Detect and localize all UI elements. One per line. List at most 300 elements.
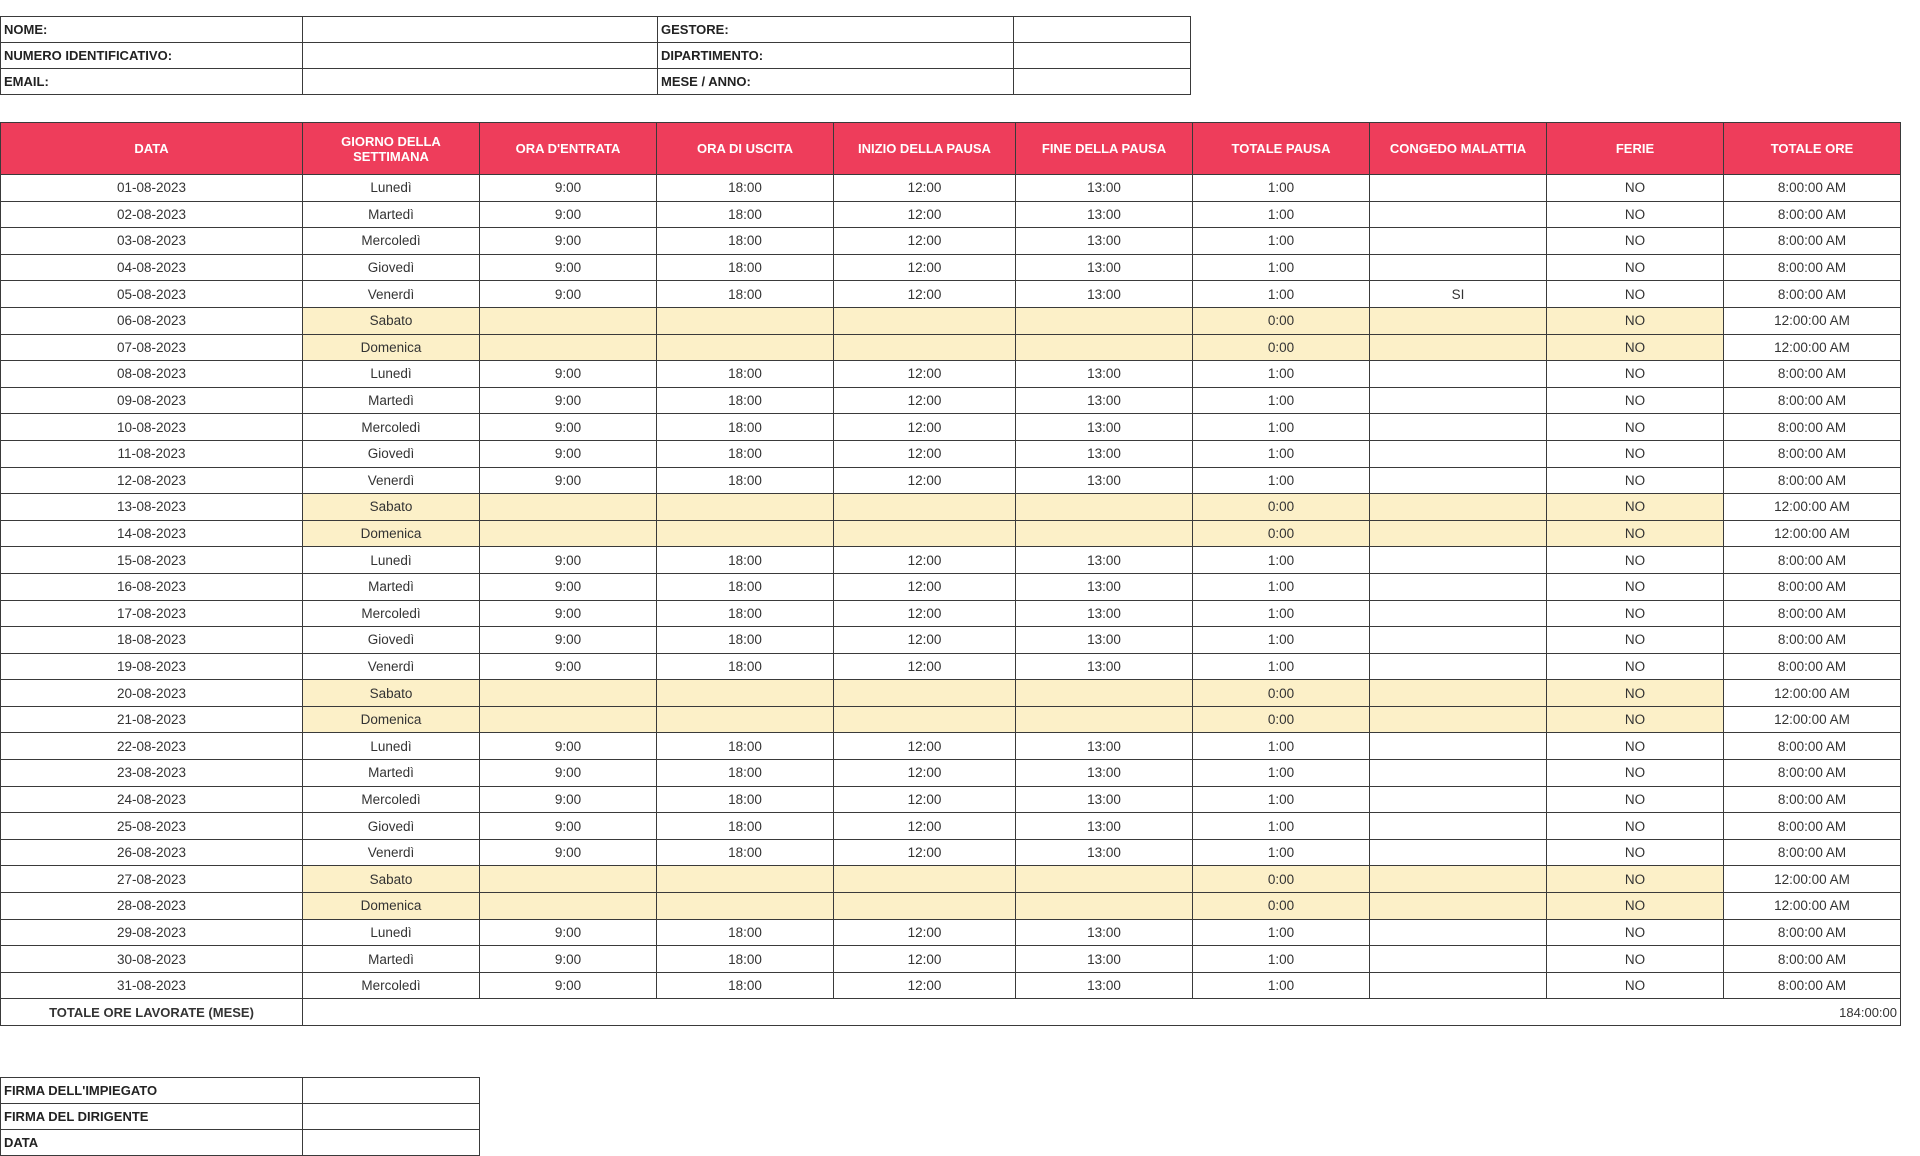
break-start-cell[interactable]: 12:00 (834, 201, 1016, 228)
clock-out-cell[interactable]: 18:00 (657, 254, 834, 281)
total-hours-cell[interactable]: 8:00:00 AM (1724, 919, 1901, 946)
clock-out-cell[interactable]: 18:00 (657, 387, 834, 414)
vacation-cell[interactable]: NO (1547, 175, 1724, 202)
clock-out-cell[interactable]: 18:00 (657, 839, 834, 866)
break-end-cell[interactable]: 13:00 (1016, 547, 1193, 574)
clock-out-cell[interactable]: 18:00 (657, 228, 834, 255)
id-number-field[interactable] (303, 43, 658, 69)
name-field[interactable] (303, 17, 658, 43)
clock-out-cell[interactable] (657, 893, 834, 920)
break-total-cell[interactable]: 1:00 (1193, 813, 1370, 840)
break-total-cell[interactable]: 1:00 (1193, 839, 1370, 866)
date-cell[interactable]: 11-08-2023 (1, 440, 303, 467)
total-hours-cell[interactable]: 8:00:00 AM (1724, 946, 1901, 973)
break-total-cell[interactable]: 1:00 (1193, 467, 1370, 494)
clock-out-cell[interactable] (657, 494, 834, 521)
date-cell[interactable]: 06-08-2023 (1, 307, 303, 334)
weekday-cell[interactable]: Lunedì (303, 361, 480, 388)
sick-leave-cell[interactable] (1370, 547, 1547, 574)
date-cell[interactable]: 25-08-2023 (1, 813, 303, 840)
weekday-cell[interactable]: Venerdì (303, 281, 480, 308)
date-cell[interactable]: 22-08-2023 (1, 733, 303, 760)
break-total-cell[interactable]: 0:00 (1193, 680, 1370, 707)
break-start-cell[interactable]: 12:00 (834, 387, 1016, 414)
sick-leave-cell[interactable] (1370, 919, 1547, 946)
sick-leave-cell[interactable] (1370, 600, 1547, 627)
break-end-cell[interactable]: 13:00 (1016, 946, 1193, 973)
break-end-cell[interactable] (1016, 334, 1193, 361)
break-start-cell[interactable]: 12:00 (834, 573, 1016, 600)
clock-in-cell[interactable]: 9:00 (480, 281, 657, 308)
sick-leave-cell[interactable] (1370, 813, 1547, 840)
weekday-cell[interactable]: Giovedì (303, 254, 480, 281)
date-cell[interactable]: 17-08-2023 (1, 600, 303, 627)
date-cell[interactable]: 26-08-2023 (1, 839, 303, 866)
vacation-cell[interactable]: NO (1547, 254, 1724, 281)
clock-out-cell[interactable] (657, 680, 834, 707)
date-cell[interactable]: 23-08-2023 (1, 760, 303, 787)
clock-out-cell[interactable]: 18:00 (657, 946, 834, 973)
sick-leave-cell[interactable] (1370, 573, 1547, 600)
total-hours-cell[interactable]: 8:00:00 AM (1724, 760, 1901, 787)
sick-leave-cell[interactable] (1370, 627, 1547, 654)
vacation-cell[interactable]: NO (1547, 813, 1724, 840)
total-hours-cell[interactable]: 12:00:00 AM (1724, 334, 1901, 361)
vacation-cell[interactable]: NO (1547, 467, 1724, 494)
break-total-cell[interactable]: 1:00 (1193, 254, 1370, 281)
vacation-cell[interactable]: NO (1547, 201, 1724, 228)
total-hours-cell[interactable]: 8:00:00 AM (1724, 361, 1901, 388)
weekday-cell[interactable]: Martedì (303, 201, 480, 228)
weekday-cell[interactable]: Giovedì (303, 627, 480, 654)
weekday-cell[interactable]: Sabato (303, 307, 480, 334)
clock-out-cell[interactable]: 18:00 (657, 573, 834, 600)
break-end-cell[interactable]: 13:00 (1016, 786, 1193, 813)
break-end-cell[interactable]: 13:00 (1016, 839, 1193, 866)
break-end-cell[interactable]: 13:00 (1016, 201, 1193, 228)
email-field[interactable] (303, 69, 658, 95)
vacation-cell[interactable]: NO (1547, 440, 1724, 467)
clock-out-cell[interactable]: 18:00 (657, 175, 834, 202)
break-start-cell[interactable] (834, 307, 1016, 334)
weekday-cell[interactable]: Domenica (303, 706, 480, 733)
total-hours-cell[interactable]: 12:00:00 AM (1724, 866, 1901, 893)
weekday-cell[interactable]: Venerdì (303, 653, 480, 680)
date-cell[interactable]: 19-08-2023 (1, 653, 303, 680)
break-start-cell[interactable]: 12:00 (834, 627, 1016, 654)
clock-in-cell[interactable]: 9:00 (480, 627, 657, 654)
sick-leave-cell[interactable] (1370, 334, 1547, 361)
break-total-cell[interactable]: 1:00 (1193, 946, 1370, 973)
break-end-cell[interactable]: 13:00 (1016, 254, 1193, 281)
clock-out-cell[interactable]: 18:00 (657, 467, 834, 494)
break-total-cell[interactable]: 1:00 (1193, 653, 1370, 680)
total-hours-cell[interactable]: 8:00:00 AM (1724, 573, 1901, 600)
total-hours-cell[interactable]: 8:00:00 AM (1724, 228, 1901, 255)
weekday-cell[interactable]: Lunedì (303, 547, 480, 574)
clock-in-cell[interactable] (480, 494, 657, 521)
total-hours-cell[interactable]: 8:00:00 AM (1724, 972, 1901, 999)
break-start-cell[interactable]: 12:00 (834, 733, 1016, 760)
break-total-cell[interactable]: 1:00 (1193, 760, 1370, 787)
weekday-cell[interactable]: Martedì (303, 760, 480, 787)
break-total-cell[interactable]: 1:00 (1193, 361, 1370, 388)
sick-leave-cell[interactable] (1370, 733, 1547, 760)
weekday-cell[interactable]: Giovedì (303, 440, 480, 467)
clock-out-cell[interactable]: 18:00 (657, 361, 834, 388)
break-total-cell[interactable]: 1:00 (1193, 573, 1370, 600)
break-total-cell[interactable]: 0:00 (1193, 706, 1370, 733)
total-hours-cell[interactable]: 8:00:00 AM (1724, 467, 1901, 494)
sick-leave-cell[interactable] (1370, 494, 1547, 521)
break-total-cell[interactable]: 0:00 (1193, 494, 1370, 521)
date-cell[interactable]: 07-08-2023 (1, 334, 303, 361)
vacation-cell[interactable]: NO (1547, 573, 1724, 600)
vacation-cell[interactable]: NO (1547, 307, 1724, 334)
break-start-cell[interactable]: 12:00 (834, 440, 1016, 467)
total-hours-cell[interactable]: 8:00:00 AM (1724, 387, 1901, 414)
break-start-cell[interactable] (834, 893, 1016, 920)
clock-out-cell[interactable]: 18:00 (657, 414, 834, 441)
weekday-cell[interactable]: Giovedì (303, 813, 480, 840)
break-total-cell[interactable]: 0:00 (1193, 520, 1370, 547)
sick-leave-cell[interactable] (1370, 839, 1547, 866)
break-total-cell[interactable]: 1:00 (1193, 547, 1370, 574)
date-cell[interactable]: 13-08-2023 (1, 494, 303, 521)
weekday-cell[interactable]: Sabato (303, 866, 480, 893)
clock-out-cell[interactable]: 18:00 (657, 440, 834, 467)
date-cell[interactable]: 10-08-2023 (1, 414, 303, 441)
date-cell[interactable]: 08-08-2023 (1, 361, 303, 388)
clock-out-cell[interactable]: 18:00 (657, 653, 834, 680)
clock-in-cell[interactable]: 9:00 (480, 760, 657, 787)
total-hours-cell[interactable]: 8:00:00 AM (1724, 733, 1901, 760)
clock-in-cell[interactable]: 9:00 (480, 175, 657, 202)
break-total-cell[interactable]: 1:00 (1193, 281, 1370, 308)
weekday-cell[interactable]: Lunedì (303, 733, 480, 760)
total-hours-cell[interactable]: 8:00:00 AM (1724, 254, 1901, 281)
break-end-cell[interactable]: 13:00 (1016, 467, 1193, 494)
break-end-cell[interactable] (1016, 494, 1193, 521)
total-hours-value[interactable]: 184:00:00 (303, 999, 1901, 1026)
month-year-field[interactable] (1014, 69, 1191, 95)
total-hours-cell[interactable]: 8:00:00 AM (1724, 653, 1901, 680)
vacation-cell[interactable]: NO (1547, 946, 1724, 973)
break-end-cell[interactable]: 13:00 (1016, 627, 1193, 654)
break-start-cell[interactable]: 12:00 (834, 547, 1016, 574)
weekday-cell[interactable]: Lunedì (303, 919, 480, 946)
clock-out-cell[interactable]: 18:00 (657, 600, 834, 627)
vacation-cell[interactable]: NO (1547, 361, 1724, 388)
vacation-cell[interactable]: NO (1547, 893, 1724, 920)
vacation-cell[interactable]: NO (1547, 972, 1724, 999)
total-hours-cell[interactable]: 12:00:00 AM (1724, 893, 1901, 920)
break-end-cell[interactable] (1016, 520, 1193, 547)
weekday-cell[interactable]: Lunedì (303, 175, 480, 202)
vacation-cell[interactable]: NO (1547, 760, 1724, 787)
break-end-cell[interactable] (1016, 706, 1193, 733)
date-cell[interactable]: 31-08-2023 (1, 972, 303, 999)
total-hours-cell[interactable]: 12:00:00 AM (1724, 520, 1901, 547)
break-start-cell[interactable]: 12:00 (834, 281, 1016, 308)
weekday-cell[interactable]: Mercoledì (303, 786, 480, 813)
sick-leave-cell[interactable] (1370, 414, 1547, 441)
clock-in-cell[interactable]: 9:00 (480, 467, 657, 494)
clock-in-cell[interactable]: 9:00 (480, 573, 657, 600)
clock-in-cell[interactable] (480, 520, 657, 547)
break-total-cell[interactable]: 1:00 (1193, 440, 1370, 467)
sick-leave-cell[interactable] (1370, 387, 1547, 414)
break-start-cell[interactable]: 12:00 (834, 254, 1016, 281)
clock-in-cell[interactable]: 9:00 (480, 919, 657, 946)
break-end-cell[interactable] (1016, 307, 1193, 334)
department-field[interactable] (1014, 43, 1191, 69)
break-start-cell[interactable]: 12:00 (834, 786, 1016, 813)
break-total-cell[interactable]: 1:00 (1193, 600, 1370, 627)
clock-in-cell[interactable] (480, 706, 657, 733)
clock-in-cell[interactable]: 9:00 (480, 414, 657, 441)
vacation-cell[interactable]: NO (1547, 228, 1724, 255)
vacation-cell[interactable]: NO (1547, 919, 1724, 946)
vacation-cell[interactable]: NO (1547, 414, 1724, 441)
break-end-cell[interactable]: 13:00 (1016, 653, 1193, 680)
vacation-cell[interactable]: NO (1547, 600, 1724, 627)
sick-leave-cell[interactable] (1370, 254, 1547, 281)
clock-out-cell[interactable] (657, 307, 834, 334)
vacation-cell[interactable]: NO (1547, 786, 1724, 813)
clock-in-cell[interactable]: 9:00 (480, 254, 657, 281)
total-hours-cell[interactable]: 8:00:00 AM (1724, 440, 1901, 467)
sick-leave-cell[interactable] (1370, 467, 1547, 494)
break-start-cell[interactable]: 12:00 (834, 228, 1016, 255)
break-total-cell[interactable]: 0:00 (1193, 334, 1370, 361)
sick-leave-cell[interactable] (1370, 307, 1547, 334)
break-total-cell[interactable]: 1:00 (1193, 627, 1370, 654)
break-start-cell[interactable] (834, 706, 1016, 733)
break-end-cell[interactable]: 13:00 (1016, 175, 1193, 202)
vacation-cell[interactable]: NO (1547, 706, 1724, 733)
vacation-cell[interactable]: NO (1547, 839, 1724, 866)
break-start-cell[interactable]: 12:00 (834, 414, 1016, 441)
weekday-cell[interactable]: Domenica (303, 520, 480, 547)
clock-out-cell[interactable]: 18:00 (657, 733, 834, 760)
weekday-cell[interactable]: Mercoledì (303, 228, 480, 255)
date-cell[interactable]: 09-08-2023 (1, 387, 303, 414)
break-end-cell[interactable] (1016, 866, 1193, 893)
sick-leave-cell[interactable] (1370, 760, 1547, 787)
break-start-cell[interactable]: 12:00 (834, 467, 1016, 494)
sick-leave-cell[interactable] (1370, 972, 1547, 999)
break-end-cell[interactable]: 13:00 (1016, 972, 1193, 999)
sick-leave-cell[interactable] (1370, 440, 1547, 467)
date-cell[interactable]: 15-08-2023 (1, 547, 303, 574)
sick-leave-cell[interactable] (1370, 175, 1547, 202)
weekday-cell[interactable]: Sabato (303, 494, 480, 521)
sick-leave-cell[interactable] (1370, 680, 1547, 707)
vacation-cell[interactable]: NO (1547, 520, 1724, 547)
break-total-cell[interactable]: 0:00 (1193, 307, 1370, 334)
total-hours-cell[interactable]: 12:00:00 AM (1724, 706, 1901, 733)
break-total-cell[interactable]: 1:00 (1193, 786, 1370, 813)
break-total-cell[interactable]: 1:00 (1193, 387, 1370, 414)
break-total-cell[interactable]: 1:00 (1193, 733, 1370, 760)
clock-in-cell[interactable]: 9:00 (480, 813, 657, 840)
break-start-cell[interactable] (834, 334, 1016, 361)
clock-in-cell[interactable]: 9:00 (480, 228, 657, 255)
clock-in-cell[interactable]: 9:00 (480, 440, 657, 467)
sick-leave-cell[interactable]: SI (1370, 281, 1547, 308)
sick-leave-cell[interactable] (1370, 786, 1547, 813)
break-end-cell[interactable]: 13:00 (1016, 414, 1193, 441)
break-start-cell[interactable]: 12:00 (834, 972, 1016, 999)
break-start-cell[interactable] (834, 520, 1016, 547)
vacation-cell[interactable]: NO (1547, 653, 1724, 680)
clock-in-cell[interactable] (480, 334, 657, 361)
total-hours-cell[interactable]: 12:00:00 AM (1724, 307, 1901, 334)
clock-out-cell[interactable]: 18:00 (657, 813, 834, 840)
clock-in-cell[interactable]: 9:00 (480, 361, 657, 388)
sick-leave-cell[interactable] (1370, 653, 1547, 680)
clock-in-cell[interactable]: 9:00 (480, 600, 657, 627)
clock-out-cell[interactable] (657, 520, 834, 547)
date-cell[interactable]: 28-08-2023 (1, 893, 303, 920)
clock-in-cell[interactable]: 9:00 (480, 653, 657, 680)
clock-in-cell[interactable] (480, 307, 657, 334)
break-total-cell[interactable]: 1:00 (1193, 228, 1370, 255)
date-cell[interactable]: 01-08-2023 (1, 175, 303, 202)
date-cell[interactable]: 20-08-2023 (1, 680, 303, 707)
break-start-cell[interactable]: 12:00 (834, 813, 1016, 840)
date-cell[interactable]: 30-08-2023 (1, 946, 303, 973)
break-start-cell[interactable]: 12:00 (834, 946, 1016, 973)
vacation-cell[interactable]: NO (1547, 627, 1724, 654)
total-hours-cell[interactable]: 8:00:00 AM (1724, 786, 1901, 813)
break-total-cell[interactable]: 1:00 (1193, 201, 1370, 228)
clock-in-cell[interactable]: 9:00 (480, 786, 657, 813)
total-hours-cell[interactable]: 8:00:00 AM (1724, 547, 1901, 574)
clock-in-cell[interactable]: 9:00 (480, 946, 657, 973)
date-cell[interactable]: 16-08-2023 (1, 573, 303, 600)
manager-signature-field[interactable] (303, 1104, 480, 1130)
break-end-cell[interactable]: 13:00 (1016, 760, 1193, 787)
date-cell[interactable]: 02-08-2023 (1, 201, 303, 228)
sick-leave-cell[interactable] (1370, 946, 1547, 973)
total-hours-cell[interactable]: 8:00:00 AM (1724, 414, 1901, 441)
break-total-cell[interactable]: 1:00 (1193, 175, 1370, 202)
break-end-cell[interactable]: 13:00 (1016, 919, 1193, 946)
break-end-cell[interactable]: 13:00 (1016, 228, 1193, 255)
date-cell[interactable]: 12-08-2023 (1, 467, 303, 494)
break-end-cell[interactable] (1016, 680, 1193, 707)
break-start-cell[interactable]: 12:00 (834, 760, 1016, 787)
clock-in-cell[interactable]: 9:00 (480, 839, 657, 866)
date-cell[interactable]: 14-08-2023 (1, 520, 303, 547)
date-cell[interactable]: 05-08-2023 (1, 281, 303, 308)
break-start-cell[interactable] (834, 494, 1016, 521)
sick-leave-cell[interactable] (1370, 228, 1547, 255)
clock-in-cell[interactable] (480, 893, 657, 920)
weekday-cell[interactable]: Mercoledì (303, 972, 480, 999)
break-start-cell[interactable]: 12:00 (834, 919, 1016, 946)
break-start-cell[interactable] (834, 866, 1016, 893)
break-start-cell[interactable]: 12:00 (834, 361, 1016, 388)
clock-out-cell[interactable] (657, 866, 834, 893)
date-cell[interactable]: 29-08-2023 (1, 919, 303, 946)
clock-out-cell[interactable]: 18:00 (657, 972, 834, 999)
break-end-cell[interactable]: 13:00 (1016, 733, 1193, 760)
total-hours-cell[interactable]: 8:00:00 AM (1724, 175, 1901, 202)
weekday-cell[interactable]: Martedì (303, 387, 480, 414)
clock-in-cell[interactable]: 9:00 (480, 387, 657, 414)
date-cell[interactable]: 18-08-2023 (1, 627, 303, 654)
date-cell[interactable]: 04-08-2023 (1, 254, 303, 281)
date-cell[interactable]: 03-08-2023 (1, 228, 303, 255)
clock-out-cell[interactable] (657, 334, 834, 361)
break-end-cell[interactable]: 13:00 (1016, 573, 1193, 600)
weekday-cell[interactable]: Mercoledì (303, 600, 480, 627)
total-hours-cell[interactable]: 8:00:00 AM (1724, 813, 1901, 840)
clock-in-cell[interactable]: 9:00 (480, 547, 657, 574)
break-start-cell[interactable]: 12:00 (834, 839, 1016, 866)
clock-out-cell[interactable]: 18:00 (657, 919, 834, 946)
weekday-cell[interactable]: Venerdì (303, 839, 480, 866)
sick-leave-cell[interactable] (1370, 866, 1547, 893)
weekday-cell[interactable]: Domenica (303, 893, 480, 920)
date-cell[interactable]: 24-08-2023 (1, 786, 303, 813)
sick-leave-cell[interactable] (1370, 201, 1547, 228)
vacation-cell[interactable]: NO (1547, 494, 1724, 521)
total-hours-cell[interactable]: 8:00:00 AM (1724, 627, 1901, 654)
break-total-cell[interactable]: 1:00 (1193, 414, 1370, 441)
clock-in-cell[interactable]: 9:00 (480, 733, 657, 760)
sick-leave-cell[interactable] (1370, 361, 1547, 388)
break-end-cell[interactable]: 13:00 (1016, 813, 1193, 840)
break-total-cell[interactable]: 0:00 (1193, 893, 1370, 920)
weekday-cell[interactable]: Martedì (303, 573, 480, 600)
break-start-cell[interactable]: 12:00 (834, 653, 1016, 680)
break-start-cell[interactable]: 12:00 (834, 600, 1016, 627)
sick-leave-cell[interactable] (1370, 893, 1547, 920)
clock-in-cell[interactable]: 9:00 (480, 972, 657, 999)
break-end-cell[interactable]: 13:00 (1016, 281, 1193, 308)
clock-out-cell[interactable]: 18:00 (657, 786, 834, 813)
break-total-cell[interactable]: 0:00 (1193, 866, 1370, 893)
vacation-cell[interactable]: NO (1547, 680, 1724, 707)
date-cell[interactable]: 27-08-2023 (1, 866, 303, 893)
clock-in-cell[interactable] (480, 680, 657, 707)
sick-leave-cell[interactable] (1370, 520, 1547, 547)
total-hours-cell[interactable]: 12:00:00 AM (1724, 494, 1901, 521)
clock-out-cell[interactable] (657, 706, 834, 733)
break-total-cell[interactable]: 1:00 (1193, 919, 1370, 946)
total-hours-cell[interactable]: 8:00:00 AM (1724, 839, 1901, 866)
manager-field[interactable] (1014, 17, 1191, 43)
clock-out-cell[interactable]: 18:00 (657, 547, 834, 574)
total-hours-cell[interactable]: 12:00:00 AM (1724, 680, 1901, 707)
date-cell[interactable]: 21-08-2023 (1, 706, 303, 733)
vacation-cell[interactable]: NO (1547, 281, 1724, 308)
break-end-cell[interactable]: 13:00 (1016, 440, 1193, 467)
total-hours-cell[interactable]: 8:00:00 AM (1724, 600, 1901, 627)
weekday-cell[interactable]: Sabato (303, 680, 480, 707)
clock-out-cell[interactable]: 18:00 (657, 760, 834, 787)
weekday-cell[interactable]: Venerdì (303, 467, 480, 494)
employee-signature-field[interactable] (303, 1078, 480, 1104)
vacation-cell[interactable]: NO (1547, 733, 1724, 760)
break-end-cell[interactable] (1016, 893, 1193, 920)
clock-out-cell[interactable]: 18:00 (657, 201, 834, 228)
total-hours-cell[interactable]: 8:00:00 AM (1724, 281, 1901, 308)
